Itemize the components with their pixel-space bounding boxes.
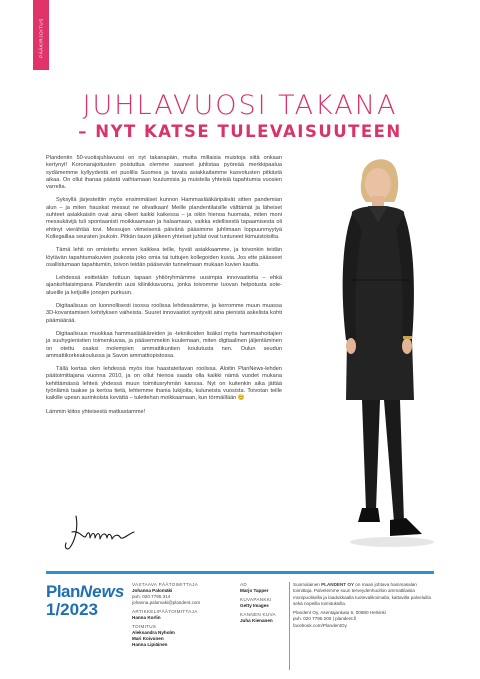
masthead-divider	[46, 571, 434, 574]
editor-in-chief-label: VASTAAVA PÄÄTOIMITTAJA	[132, 582, 199, 587]
team-member: Aleksandra Nyholm	[132, 630, 175, 635]
team-member: Mari Koivunen	[132, 636, 164, 641]
plannews-logo	[46, 582, 124, 602]
paragraph: Tämä lehti on omistettu ennen kaikkea teille, hyvät asiakkaamme, ja toivonkin teidän löytävän tapahtumakuvien joukosta joko omia tai tuttujen kollegoiden kuvia. Jos ette päässeet osallistumaan tapahtumiin, toivon teidän pääsevän tunnelmaan mukaan kuvien kautta.	[46, 247, 282, 268]
headline-line-2: – NYT KATSE TULEVAISUUTEEN	[78, 122, 402, 141]
article-editor-label: ARTIKKELIPÄÄTOIMITTAJA	[132, 609, 198, 614]
editorial-body	[46, 155, 282, 422]
logo-plan: Plan	[46, 582, 80, 601]
image-bank-name: Getty Images	[240, 603, 269, 608]
paragraph: Digitaalisuus muokkaa hammaslääkäreiden ja -teknikoiden lisäksi myös hammashoitajien ja suuhygienistien toimenkuvaa, ja pääsemmekin kuulemaan, miten digitaalinen jäljentäminen on otettu osaksi molempien ammattikuntien koulutusta nen. Oulun seudun ammattikorkeakoulussa ja Savon ammattiopistossa.	[46, 330, 282, 359]
company-address: Plandent Oy, Asentajankatu 6, 00880 Helsinki	[293, 610, 386, 616]
paragraph: Lehdessä esittelään tuttuun tapaan yhtiöryhmämme uusimpia innovaatioita – ehkä ajankohtaisimpana Plandentin uusi kliinikkavuonu, jonka toivomme tuovan helpotusta sote-alueille ja ketjuille jonojen purkuun.	[46, 275, 282, 296]
headline-line-1: JUHLAVUOSI TAKANA	[82, 90, 398, 121]
closing-line: Lämmin kiitos yhteisestä matkastamme!	[46, 408, 146, 415]
company-description: Suomalainen PLANDENT OY on maan johtava hammasalan toimittaja. Palvelemme suun terveydenhuollon ammattilaisia monipuolisella ja laadukkaalla tuotevalikoimalla, kattavilla palveluilla sekä nopeilla toimituksilla.	[293, 582, 431, 606]
paragraph: Digitaalisuus on luonnollisesti isossa roolissa lehdessämme, ja kerromme muun muassa 3D-kovantamisen kehityksen vaiheista. Suuret innovaatiot syntyvät aina pienistä askelista kohti päämäärää.	[46, 303, 282, 324]
ad-label: AD	[240, 582, 247, 587]
paragraph: Tällä kertaa olen lehdessä myös itse haastateltavan roolissa. Aloitin PlanNews-lehden päätoimittajana vuonna 2010, ja on ollut hienoa saada olla kaikki nämä vuodet mukana kehittämässä lehteä yhdessä muun toimitusryhmän kanssa. Nyt on kuitenkin aika jättää työnlämä taakse ja kertoa tietä, lehtemme ihania lukijoita, kuluneista vuosista. Toivotan teille kaikille upean aurinkoista kevättä – tulettehan moikkaamaan, kun törmäillään 😊	[46, 366, 282, 402]
paragraph: Syksyllä järjestettiin myös ensimmäiset kunnon Hammaslääkäripäivät sitten pandemian alun – ja miten hauskat messut ne olivatkaan! Meille plandentilaisille välttämät ja läheiset suhteet asiakkaisiin ovat aina olleet kaikki kaikessa – ja oikin hienoa huomata, miten moni messukävijä tuli spontaanisti moikkaamaan ja halaamaan, vaikka edellisestä tapaamisesta oli ehtinyt vierähtää tovi. Messujen viimeisenä päivänä pääsimme juhlimaan loppuunmyytyä Kollegaillaa seuraten joukoin. Pitkän tauon jälkeen yhteiset juhlat ovat tuntuneet ikimuistoisilta.	[46, 197, 282, 240]
image-bank-label: KUVAPANKKI	[240, 597, 272, 602]
section-tab	[33, 0, 49, 70]
cover-photo-name: Juha Kienanen	[240, 618, 273, 623]
editor-in-chief-name: Johanna Palomäki	[132, 588, 173, 593]
logo-news: News	[79, 582, 125, 601]
company-name: PLANDENT OY	[321, 582, 355, 587]
column-divider	[289, 582, 290, 670]
masthead-credits-column	[240, 582, 288, 624]
handwritten-signature	[62, 512, 140, 554]
editor-in-chief-email: johanna.palomaki@plandent.com	[132, 600, 201, 605]
company-contact: puh. 020 7795 200 | plandent.fi	[293, 616, 357, 622]
article-editor-name: Hanna Korlin	[132, 615, 161, 620]
issue-number: 1/2023	[46, 600, 98, 619]
editor-in-chief-phone: puh. 020 7795 314	[132, 594, 171, 599]
section-tab-label: PÄÄKIRJOITUS	[38, 18, 44, 58]
masthead-staff-column	[132, 582, 232, 648]
team-member: Hanna Lipiäinen	[132, 642, 168, 647]
editor-portrait-photo	[310, 150, 450, 550]
cover-photo-label: KANNEN KUVA	[240, 612, 276, 617]
paragraph: Plandentin 50-vuotisjuhlavuosi on nyt takanapäin, mutta millaisia muistoja siitä onkaan kertynyt! Koronarajoitusten poistuttua olemme saaneet juhlistaa pyöreää merkkipaalua sydämemme kyllyydestä eri puolilla Suomea ja tavata asiakkaitamme kasvotusten pitkästä aikaa. On ollut ihanaa päästä vaihtamaan kuulumisia ja muistella yhteisiä tapahtumia vuosien varrelta.	[46, 155, 282, 191]
company-info-column	[293, 582, 433, 629]
ad-name: Marjo Tapper	[240, 588, 269, 593]
company-facebook-link[interactable]: facebook.com/PlandentOy	[293, 622, 347, 628]
editorial-team-label: TOIMITUS	[132, 624, 157, 629]
